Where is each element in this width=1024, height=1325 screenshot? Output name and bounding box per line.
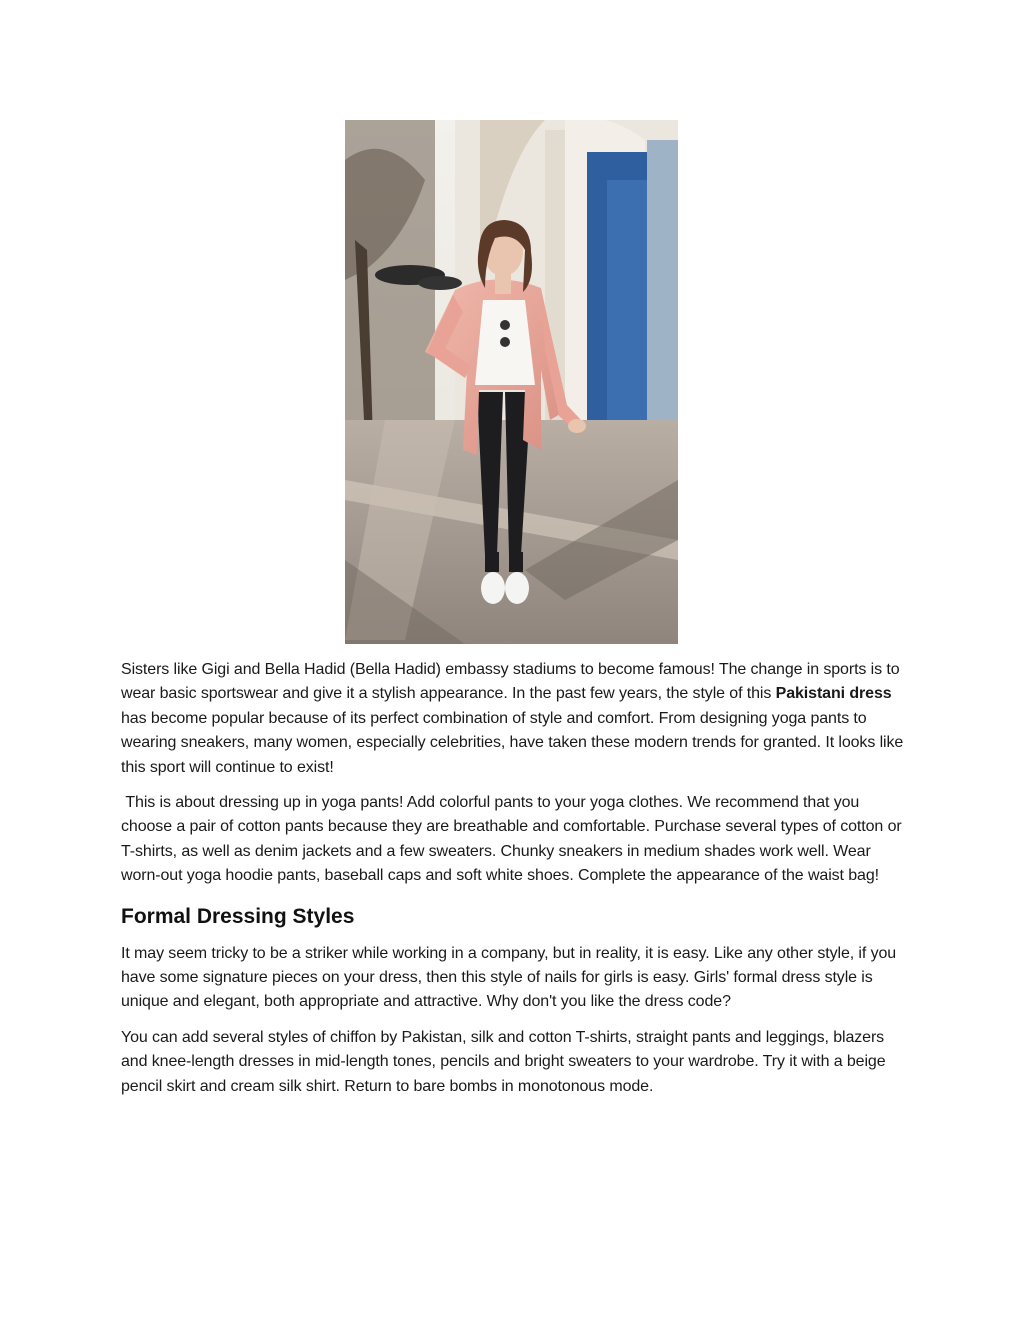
paragraph-yoga-pants: This is about dressing up in yoga pants! Add colorful pants to your yoga clothes. We recommend that you choose a pair of cotton pants because they are breathable and comfortable. Purchase several types of cotton or T-shirts, as well as denim jackets and a few sweaters. Chunky sneakers in medium shades work well. Wear worn-out yoga hoodie pants, baseball caps and soft white shoes. Complete the appearance of the waist bag! — [121, 794, 906, 885]
paragraph-intro-text-end: has become popular because of its perfect combination of style and comfort. From designing yoga pants to wearing sneakers, many women, especially celebrities, have taken these modern trends for granted. It looks like this sport will continue to exist! — [121, 709, 904, 776]
pakistani-dress-keyword: Pakistani dress — [775, 685, 892, 703]
paragraph-intro-text-start: Sisters like Gigi and Bella Hadid (Bella Hadid) embassy stadiums to become famous! The change in sports is to wear basic sportswear and give it a stylish appearance. In the past few years, the style of this — [121, 661, 900, 703]
fashion-photo — [345, 120, 678, 644]
fashion-photo-image — [345, 120, 678, 644]
paragraph-wardrobe: You can add several styles of chiffon by Pakistan, silk and cotton T-shirts, straight pants and leggings, blazers and knee-length dresses in mid-length tones, pencils and bright sweaters to your wardrobe. Try it with a beige pencil skirt and cream silk shirt. Return to bare bombs in monotonous mode. — [121, 1028, 886, 1095]
article-body — [121, 658, 911, 1110]
section-heading-formal-dressing: Formal Dressing Styles — [121, 904, 355, 928]
paragraph-formal-style: It may seem tricky to be a striker while working in a company, but in reality, it is easy. Like any other style, if you have some signature pieces on your dress, then this style of nails for girls is easy. Girls' formal dress style is unique and elegant, both appropriate and attractive. Why don't you like the dress code? — [121, 944, 897, 1011]
paragraph-intro — [121, 658, 911, 780]
